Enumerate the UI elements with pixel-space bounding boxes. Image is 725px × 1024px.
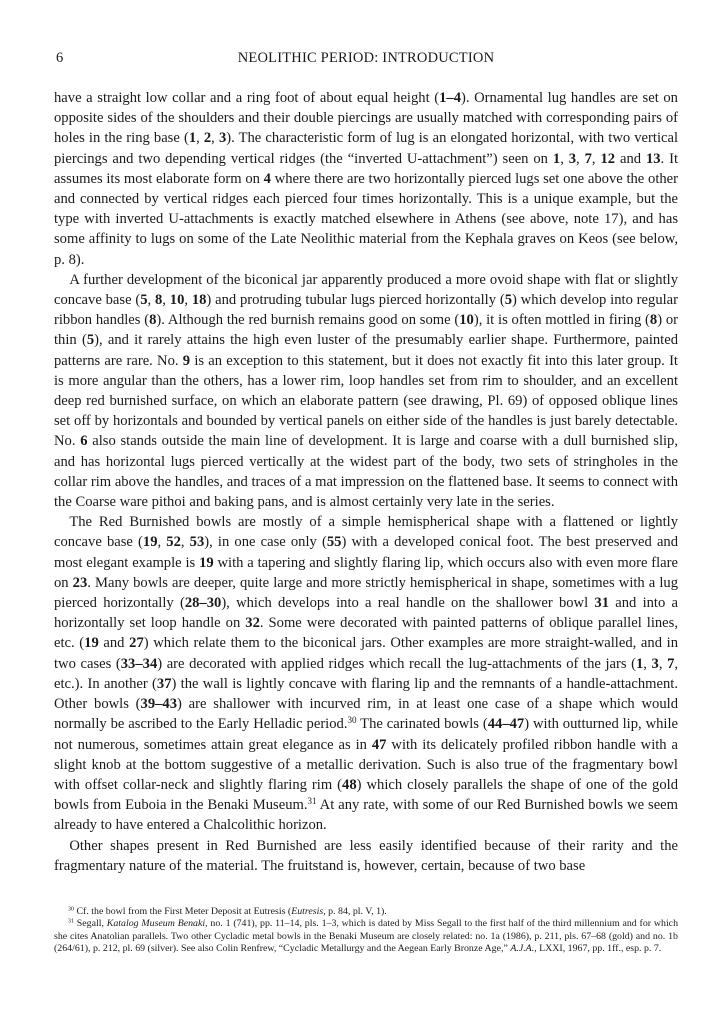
page-number: 6 [56,50,64,66]
catalog-ref: 1 [188,130,197,147]
text-run: The Red Burnished bowls are mostly of a simple hemispherical shape with a flattened or lightly concave base ( [54,514,678,551]
catalog-ref: 10 [169,292,185,309]
catalog-ref: 18 [191,292,207,309]
italic-title: Eutresis [291,906,324,917]
catalog-ref: 12 [600,150,616,167]
text-run: ) the wall is lightly concave with flaring lip and the remnants of a handle-attachment. Other bowls ( [54,675,679,713]
catalog-ref: 3 [568,150,577,167]
catalog-ref: 8 [149,312,157,329]
italic-title: A.J.A. [510,943,535,955]
catalog-ref: 9 [182,352,191,369]
catalog-ref: 1–4 [439,90,461,106]
text-run: , [180,534,190,551]
italic-title: Katalog Museum Benaki [106,918,206,930]
catalog-ref: 3 [218,130,227,147]
text-run: , no. 1 (741), pp. 11–14, pls. 1–3, which is dated by Miss Segall to the first half of the third millennium and for which she cites Anatolian parallels. Two other Cycladic metal bowls in the Benaki Museum are closely related: no. 1a (1986), p. 211, pls. 67–68 (gold) and no. 1b (264/61), p. 212, pl. 69 (silver). See also Colin Renfrew, “Cycladic Metallurgy and the Aegean Early Bronze Age,” [54,918,679,955]
catalog-ref: 5 [504,292,512,309]
paragraph [54,836,678,876]
catalog-ref: 47 [371,736,387,753]
text-run: ) which develop into regular ribbon handles ( [54,292,679,329]
catalog-ref: 53 [189,534,205,551]
footnote [54,906,678,918]
catalog-ref: 13 [645,150,661,167]
catalog-ref: 31 [594,595,609,612]
footnotes [54,906,678,956]
catalog-ref: 4 [263,170,271,187]
catalog-ref: 5 [140,292,148,309]
text-run: , [162,292,170,309]
text-run: , [658,655,668,672]
text-run: At any rate, with some of our Red Burnished bowls we seem already to have entered a Chalcolithic horizon. [54,797,678,834]
text-run: ). Although the red burnish remains good on some ( [156,312,460,329]
text-run: with a tapering and slightly flaring lip, which occurs also with even more flare on [54,554,678,591]
text-run: and [98,635,130,652]
catalog-ref: 23 [72,574,88,591]
text-run: ), which develops into a real handle on the shallower bowl [221,595,595,612]
footnote [54,918,678,955]
catalog-ref: 37 [156,675,172,692]
catalog-ref: 7 [667,655,675,672]
catalog-ref: 7 [584,150,592,167]
text-run: ) and protruding tubular lugs pierced horizontally ( [206,292,505,309]
text-run: A further development of the biconical jar apparently produced a more ovoid shape with flat or slightly concave base ( [54,271,678,309]
catalog-ref: 48 [342,776,357,793]
text-run: . Many bowls are deeper, quite large and more strictly hemispherical in shape, sometimes with a lug pierced horizontally ( [54,574,678,612]
text-run: , LXXI, 1967, pp. 1ff., esp. p. 7. [534,943,662,955]
catalog-ref: 2 [203,130,212,147]
catalog-ref: 19 [142,534,158,551]
text-run: , [147,292,155,309]
text-run: . Some were decorated with painted patterns of oblique parallel lines, etc. ( [54,615,678,652]
text-run: ), it is often mottled in firing ( [473,312,650,329]
text-run: and [615,150,646,167]
text-run: Other shapes present in Red Burnished are less easily identified because of their rarity and the fragmentary nature of the material. The fruitstand is, however, certain, because of two base [54,837,678,874]
text-run: Cf. the bowl from the First Meter Deposit at Eutresis ( [73,906,292,917]
page-header [54,50,678,70]
text-run: ). Ornamental lug handles are set on opposite sides of the shoulders and their double piercings are usually matched with corresponding pairs of holes in the ring base ( [54,90,678,147]
text-run: , [643,655,652,672]
text-run: , [196,130,204,147]
footnote-ref: 30 [67,906,74,913]
catalog-ref: 19 [199,554,214,571]
catalog-ref: 6 [80,433,88,450]
text-run: , [576,150,585,167]
text-run: ) with a developed conical foot. The best preserved and most elegant example is [54,534,679,571]
text-run: ). The characteristic form of lug is an elongated horizontal, with two vertical piercings and two depending vertical ridges (the “inverted U-attachment”) seen on [54,130,679,167]
text-run: , p. 84, pl. V, 1). [323,906,387,917]
catalog-ref: 5 [86,332,95,349]
catalog-ref: 1 [635,655,644,672]
catalog-ref: 32 [245,615,260,632]
text-run: ) with outturned lip, while not numerous, sometimes attain great elegance as in [54,716,679,753]
text-run: , [157,534,167,551]
text-run: also stands outside the main line of development. It is large and coarse with a dull burnished slip, and has horizontal lugs pierced vertically at the widest part of the body, two sets of stringholes in the collar rim above the handles, and traces of a mat impression on the flattened base. It seems to connect with the Coarse ware pithoi and baking pans, and is almost certainly very late in the series. [54,433,679,511]
paragraph [54,512,678,835]
text-run: ) or thin ( [54,312,679,349]
body-text [54,88,678,876]
text-run: ), and it rarely attains the high even luster of the presumably earlier shape. Furthermore, painted patterns are rare. No. [54,332,678,369]
footnote-ref: 30 [347,715,357,726]
footnote-ref: 31 [67,919,74,926]
text-run: , [591,150,601,167]
text-run: Segall, [73,918,107,930]
text-run: , etc.). In another ( [54,655,679,692]
running-head: NEOLITHIC PERIOD: INTRODUCTION [237,50,495,66]
text-run: , [560,150,569,167]
footnote-ref: 31 [307,796,317,807]
catalog-ref: 28–30 [184,595,222,612]
text-run: with its delicately profiled ribbon handle with a slight knob at the bottom suggestive of a metallic derivation. Such is also true of the fragmentary bowl with offset collar-neck and slightly flaring rim ( [54,736,679,793]
text-run: ) which closely parallels the shape of one of the gold bowls from Euboia in the Benaki Museum. [54,776,679,814]
catalog-ref: 19 [84,635,99,652]
text-run: is an exception to this statement, but it does not exactly fit into this later group. It is more angular than the others, has a lower rim, loop handles set from rim to shoulder, and an excellent deep red burnished surface, on which an elaborate pattern (see drawing, Pl. 69) of opposed oblique lines set off by horizontals and bounded by vertical panels on either side of the handles is just barely detectable. No. [54,352,678,450]
text-run: ) are shallower with incurved rim, in at least one case of a shape which would normally be ascribed to the Early Helladic period. [54,696,678,733]
text-run: have a straight low collar and a ring foot of about equal height ( [54,90,440,106]
catalog-ref: 52 [166,534,181,551]
catalog-ref: 8 [155,292,163,309]
catalog-ref: 44–47 [487,716,525,733]
text-run: , [211,130,219,147]
text-run: The carinated bowls ( [356,716,488,733]
text-run: . It assumes its most elaborate form on [54,150,679,187]
text-run: ) which relate them to the biconical jars. Other examples are more straight-walled, and in two cases ( [54,635,678,672]
text-run: ), in one case only ( [204,534,327,551]
text-run: where there are two horizontally pierced lugs set one above the other and connected by vertical ridges each pierced four times horizontally. This is a unique example, but the type with inverted U-attachments is exactly matched elsewhere in Athens (see above, note 17), and has some affinity to lugs on some of the Late Neolithic material from the Kephala graves on Keos (see below, p. 8). [54,170,679,268]
catalog-ref: 3 [651,655,659,672]
catalog-ref: 33–34 [120,655,158,672]
paragraph [54,88,678,270]
text-run: and into a horizontally set loop handle on [54,595,678,632]
catalog-ref: 10 [459,312,474,329]
catalog-ref: 27 [129,635,144,652]
catalog-ref: 39–43 [140,696,178,713]
catalog-ref: 55 [326,534,342,551]
text-run: ) are decorated with applied ridges which recall the lug-attachments of the jars ( [157,655,636,672]
catalog-ref: 8 [649,312,658,329]
paragraph [54,270,678,512]
catalog-ref: 1 [552,150,561,167]
text-run: , [184,292,192,309]
